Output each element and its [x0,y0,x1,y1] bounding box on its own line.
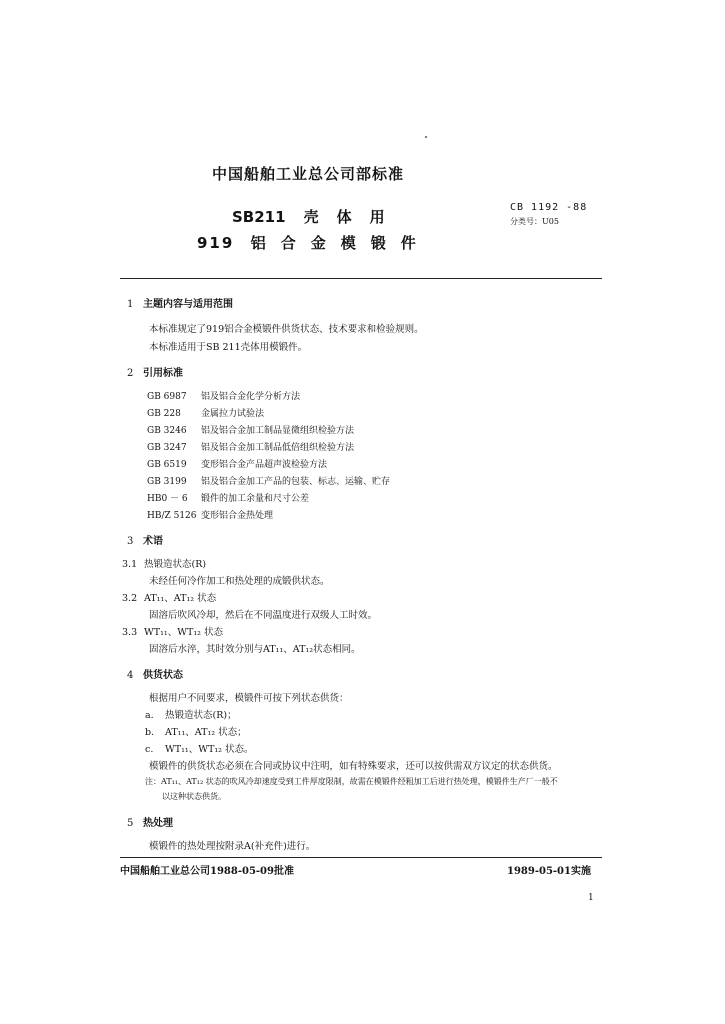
section-1-paragraph: 本标准适用于SB 211壳体用模锻件。 [149,342,308,353]
subtitle-char: 合 [280,234,298,252]
title-prefix: SB211 [232,208,286,226]
title-word: 体 [336,208,352,226]
supply-state-item: a. 热锻造状态(R)； [145,710,237,721]
subtitle-char: 件 [400,234,418,252]
subtitle-char: 模 [340,234,358,252]
reference-item: GB 3246 铝及铝合金加工制品显微组织检验方法 [147,426,355,436]
subtitle-char: 锻 [370,234,388,252]
section-heading-4: 4 供货状态 [127,670,183,681]
section-heading-2: 2 引用标准 [127,368,183,379]
section-1-paragraph: 本标准规定了919铝合金模锻件供货状态、技术要求和检验规则。 [149,324,424,335]
section-heading-1: 1 主题内容与适用范围 [127,299,233,310]
header-divider [120,278,602,279]
approval-line: 中国船舶工业总公司1988-05-09批准 [120,866,294,877]
standard-code: CB 1192 -88 [510,202,588,213]
reference-item: GB 6519 变形铝合金产品超声波检验方法 [147,460,328,470]
document-title-line2 [197,232,424,253]
section-4-intro: 根据用户不同要求，模锻件可按下列状态供货： [149,693,349,704]
supply-state-item: b. AT₁₁、AT₁₂ 状态； [145,727,247,738]
section-heading-3: 3 术语 [127,536,163,547]
reference-item: HB0 － 6 锻件的加工余量和尺寸公差 [147,494,310,504]
footer-divider [120,857,602,858]
supply-state-item: c. WT₁₁、WT₁₂ 状态。 [145,744,254,755]
effective-date: 1989-05-01实施 [507,866,591,877]
page-number: 1 [588,893,594,903]
reference-item: HB/Z 5126 变形铝合金热处理 [147,511,274,521]
term-definition: 未经任何冷作加工和热处理的成锻供状态。 [149,576,330,587]
title-word: 壳 [303,208,319,226]
classification-number: 分类号：U05 [510,217,559,226]
scan-speck [425,136,427,138]
reference-item: GB 6987 铝及铝合金化学分析方法 [147,392,301,402]
section-heading-5: 5 热处理 [127,818,173,829]
subtitle-char: 金 [310,234,328,252]
section-4-paragraph: 模锻件的供货状态必须在合同或协议中注明，如有特殊要求，还可以按供需双方议定的状态供货。 [149,761,558,772]
subtitle-prefix: 919 [197,234,235,252]
term-heading: 3.1 热锻造状态(R) [122,559,207,570]
note-line: 以这种状态供货。 [162,792,226,801]
subtitle-char: 铝 [250,234,268,252]
term-definition: 固溶后吹风冷却，然后在不同温度进行双级人工时效。 [149,610,378,621]
reference-item: GB 228 金属拉力试验法 [147,409,265,419]
document-title-line1 [232,206,385,227]
section-5-paragraph: 模锻件的热处理按附录A(补充件)进行。 [149,841,316,852]
term-definition: 固溶后水淬，其时效分别与AT₁₁、AT₁₂状态相同。 [149,644,361,655]
reference-item: GB 3199 铝及铝合金加工产品的包装、标志、运输、贮存 [147,477,391,487]
reference-item: GB 3247 铝及铝合金加工制品低倍组织检验方法 [147,443,355,453]
issuing-organization: 中国船舶工业总公司部标准 [212,165,405,183]
title-word: 用 [369,208,385,226]
note-line: 注：AT₁₁、AT₁₂ 状态的吹风冷却速度受到工件厚度限制，故需在模锻件经粗加工后进行热处理，模锻件生产厂一般不 [145,777,558,786]
term-heading: 3.3 WT₁₁、WT₁₂ 状态 [122,627,223,638]
term-heading: 3.2 AT₁₁、AT₁₂ 状态 [122,593,217,604]
